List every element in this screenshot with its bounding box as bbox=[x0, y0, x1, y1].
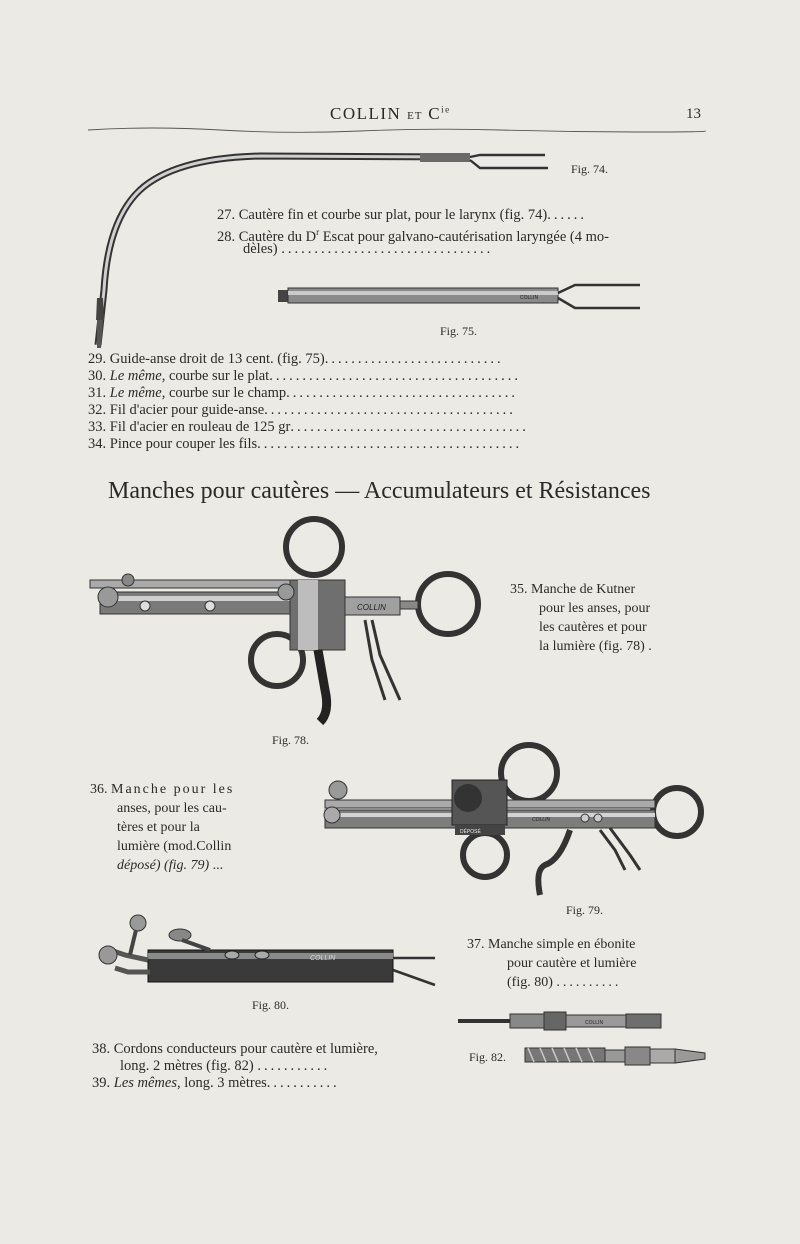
item-36-text-2: anses, pour les cau- bbox=[117, 801, 227, 816]
item-39-italic: Les mêmes, bbox=[113, 1075, 181, 1091]
item-33-dots: .................................... bbox=[290, 419, 529, 435]
fig80-caption: Fig. 80. bbox=[252, 998, 290, 1012]
item-32-number: 32. bbox=[88, 402, 107, 418]
fig82-engraving: COLLIN bbox=[585, 1020, 604, 1026]
item-36-text-3: tères et pour la bbox=[117, 820, 200, 835]
item-30-italic: Le même, bbox=[109, 368, 166, 384]
item-31-number: 31. bbox=[88, 385, 107, 401]
item-29-number: 29. bbox=[88, 351, 107, 367]
fig74-caption: Fig. 74. bbox=[571, 162, 609, 176]
item-38-dots: ........... bbox=[257, 1058, 331, 1074]
fig78-engraving: COLLIN bbox=[357, 603, 386, 612]
item-31-italic: Le même, bbox=[109, 385, 166, 401]
item-32-dots: ...................................... bbox=[264, 402, 516, 418]
item-34-number: 34. bbox=[88, 436, 107, 452]
item-27-number: 27. bbox=[217, 207, 236, 223]
item-28-text: Cautère du D bbox=[238, 228, 317, 245]
fig75-caption: Fig. 75. bbox=[440, 324, 478, 338]
item-35-text-2: pour les anses, pour bbox=[539, 601, 651, 616]
item-28-cont-dots: ................................ bbox=[281, 241, 494, 257]
item-33-text: Fil d'acier en rouleau de 125 gr bbox=[109, 419, 291, 435]
item-27-dots: ...... bbox=[547, 207, 587, 223]
item-38-line-1 bbox=[92, 1041, 378, 1058]
fig79-engraving-collin: COLLIN bbox=[532, 817, 551, 823]
header-title-cie-sup: ie bbox=[441, 104, 451, 115]
fig82-caption: Fig. 82. bbox=[469, 1050, 507, 1064]
fig78-caption: Fig. 78. bbox=[272, 733, 310, 747]
item-36-text-1: Manche pour les bbox=[111, 782, 235, 797]
item-30-number: 30. bbox=[88, 368, 107, 384]
item-36-text-4: lumière (mod.Collin bbox=[117, 839, 232, 854]
section-title: Manches pour cautères — Accumulateurs et Résistances bbox=[108, 478, 651, 504]
item-36-number: 36. bbox=[90, 782, 108, 797]
item-31-text: courbe sur le champ bbox=[165, 385, 287, 401]
item-30-text: courbe sur le plat bbox=[165, 368, 270, 384]
item-38-line-2 bbox=[120, 1058, 330, 1075]
item-38-text-2: long. 2 mètres (fig. 82) bbox=[120, 1058, 254, 1074]
item-36-dots: ... bbox=[212, 858, 224, 873]
item-38-number: 38. bbox=[92, 1041, 111, 1057]
item-32-text: Fil d'acier pour guide-anse bbox=[109, 402, 265, 418]
fig75-engraving: COLLIN bbox=[520, 295, 539, 301]
item-28-sup: r bbox=[316, 227, 320, 237]
item-39-number: 39. bbox=[92, 1075, 111, 1091]
item-37-number: 37. bbox=[467, 937, 485, 952]
item-35-dots: . bbox=[648, 639, 652, 654]
item-39-text: long. 3 mètres bbox=[180, 1075, 267, 1091]
item-31-dots: ................................... bbox=[286, 385, 518, 401]
item-37-text-3: (fig. 80) bbox=[507, 975, 553, 990]
item-29-text: Guide-anse droit de 13 cent. (fig. 75) bbox=[109, 351, 325, 367]
item-27-text: Cautère fin et courbe sur plat, pour le larynx (fig. 74) bbox=[238, 207, 548, 223]
item-28-number: 28. bbox=[217, 228, 236, 245]
item-39 bbox=[92, 1075, 340, 1092]
header-title-main: COLLIN bbox=[330, 104, 402, 123]
item-37-text-2: pour cautère et lumière bbox=[507, 956, 637, 971]
item-38-text-1: Cordons conducteurs pour cautère et lumière, bbox=[113, 1041, 378, 1057]
item-29-dots: ........................... bbox=[324, 351, 504, 367]
page-number: 13 bbox=[686, 106, 701, 122]
header-title-et: ET bbox=[407, 110, 423, 122]
header-title-cie: C bbox=[428, 104, 442, 123]
fig79-engraving-depose: DÉPOSÉ bbox=[460, 829, 481, 835]
item-33-number: 33. bbox=[88, 419, 107, 435]
item-28-text2: Escat pour galvano-cautérisation laryngée (4 mo- bbox=[319, 228, 609, 245]
item-36-text-5: déposé) (fig. 79) bbox=[117, 858, 210, 873]
item-35-number: 35. bbox=[510, 582, 528, 597]
fig80-engraving: COLLIN bbox=[310, 955, 336, 962]
item-28-cont-text: dèles) bbox=[243, 241, 278, 257]
item-34-text: Pince pour couper les fils bbox=[109, 436, 258, 452]
item-35-text-1: Manche de Kutner bbox=[531, 582, 636, 597]
item-35-text-4: la lumière (fig. 78) bbox=[539, 639, 645, 654]
item-39-dots: ........... bbox=[266, 1075, 340, 1091]
item-34-dots: ........................................ bbox=[257, 436, 523, 452]
item-37-text-1: Manche simple en ébonite bbox=[488, 937, 636, 952]
item-37-dots: .......... bbox=[556, 975, 622, 990]
item-30-dots: ...................................... bbox=[269, 368, 521, 384]
item-35-text-3: les cautères et pour bbox=[539, 620, 647, 635]
fig79-caption: Fig. 79. bbox=[566, 903, 604, 917]
